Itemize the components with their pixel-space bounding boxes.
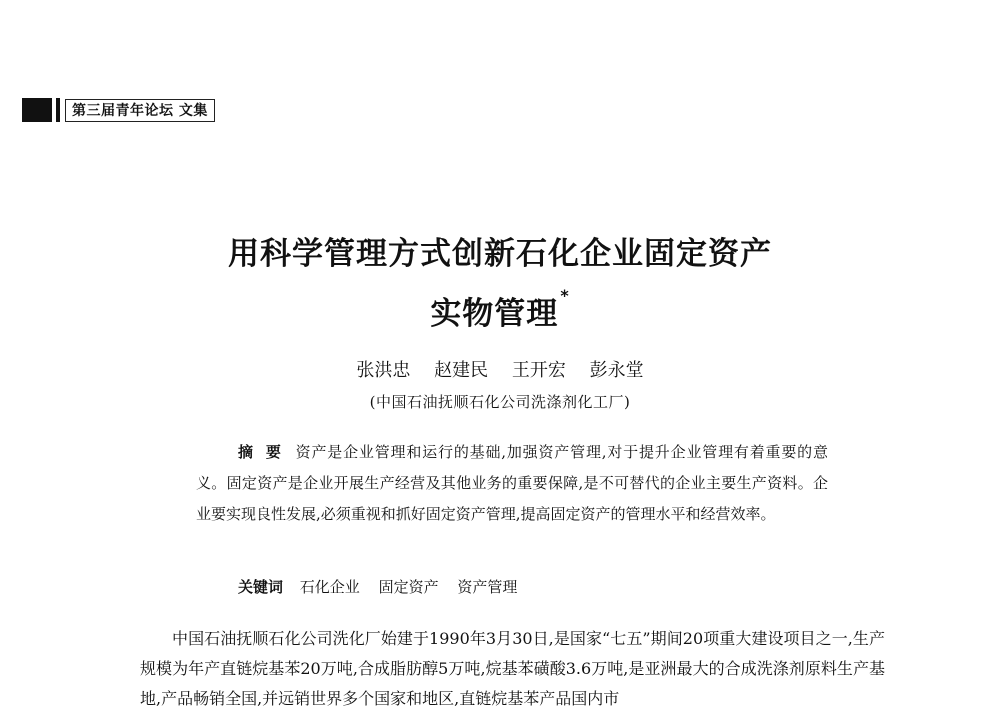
author-affiliation: (中国石油抚顺石化公司洗涤剂化工厂)	[369, 393, 631, 411]
keyword: 固定资产	[378, 578, 439, 596]
keywords	[238, 576, 531, 597]
author-name: 彭永堂	[589, 360, 644, 381]
header-divider-bar	[56, 98, 60, 122]
title-line-1: 用科学管理方式创新石化企业固定资产	[228, 236, 772, 272]
keyword: 石化企业	[299, 578, 360, 596]
page-title	[0, 228, 1000, 273]
author-name: 赵建民	[434, 360, 489, 381]
keywords-label: 关键词	[238, 578, 284, 596]
body-paragraph: 中国石油抚顺石化公司洗化厂始建于1990年3月30日,是国家“七五”期间20项重大建设项目之一,生产规模为年产直链烷基苯20万吨,合成脂肪醇5万吨,烷基苯磺酸3.6万吨,是亚洲最大的合成洗涤剂原料生产基地,产品畅销全国,并远销世界多个国家和地区,直链烷基苯产品国内市	[140, 629, 885, 708]
author-list	[0, 356, 1000, 382]
author-name: 王开宏	[511, 360, 566, 381]
page-title-continued	[0, 288, 1000, 333]
series-label: 第三届青年论坛 文集	[65, 99, 215, 122]
running-header	[22, 97, 215, 123]
abstract-text: 资产是企业管理和运行的基础,加强资产管理,对于提升企业管理有着重要的意义。固定资产是企业开展生产经营及其他业务的重要保障,是不可替代的企业主要生产资料。企业要实现良性发展,必须重视和抓好固定资产管理,提高固定资产的管理水平和经营效率。	[196, 443, 828, 523]
abstract-label: 摘要	[238, 443, 294, 461]
keyword: 资产管理	[457, 578, 518, 596]
abstract	[196, 437, 828, 530]
header-black-block	[22, 98, 52, 122]
title-line-2: 实物管理	[430, 296, 559, 332]
title-footnote-mark: *	[560, 286, 570, 305]
author-name: 张洪忠	[356, 360, 411, 381]
